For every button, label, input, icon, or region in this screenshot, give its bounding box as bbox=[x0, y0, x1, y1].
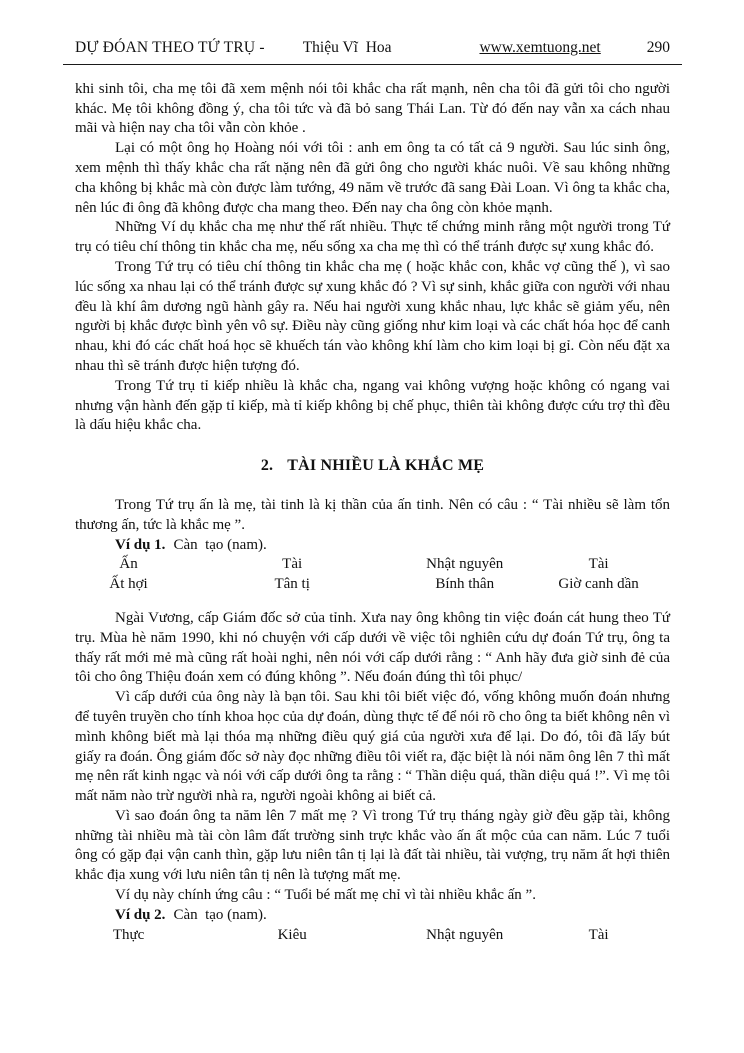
book-title: DỰ ĐÓAN THEO TỨ TRỤ - bbox=[75, 39, 265, 56]
page-number: 290 bbox=[646, 39, 670, 56]
example-2-label: Ví dụ 2. bbox=[115, 906, 166, 923]
pillar-cell: Nhật nguyên bbox=[426, 926, 504, 943]
example-2-label-line bbox=[75, 906, 670, 926]
paragraph: Trong Tứ trụ tỉ kiếp nhiều là khắc cha, ngang vai không vượng hoặc không có ngang vai nhưng vận hành đến gặp tỉ kiếp, mà tỉ kiếp không bị chế phục, thiên tài không được cứu trợ thì đều là dấu hiệu khắc cha. bbox=[75, 377, 670, 434]
pillar-cell: Thực bbox=[112, 926, 145, 943]
paragraph: Ngài Vương, cấp Giám đốc sở của tỉnh. Xưa nay ông không tin việc đoán cát hung theo Tứ trụ. Mùa hè năm 1990, khi nó chuyện với cấp dưới về việc tôi nghiên cứu dự đoán Tứ trụ, ông ta thấy rất mới mẻ mà cũng rất hoài nghi, nên nói với cấp dưới rằng : “ Anh hãy đưa giờ sinh đẻ của tôi cho ông Thiệu đoán xem có đúng không ”. Nếu đoán đúng thì tôi phục/ bbox=[75, 609, 670, 686]
pillar-cell: Tài bbox=[588, 926, 609, 943]
star-row bbox=[75, 555, 670, 575]
star-row bbox=[75, 926, 670, 946]
header-divider bbox=[63, 64, 682, 65]
pillar-cell: Bính thân bbox=[435, 576, 495, 593]
four-pillars-table-2 bbox=[75, 926, 670, 946]
four-pillars-table-1 bbox=[75, 555, 670, 595]
section-title: TÀI NHIỀU LÀ KHẮC MẸ bbox=[287, 457, 485, 475]
pillar-cell: Kiêu bbox=[277, 926, 307, 943]
example-1-intro: Càn tạo (nam). bbox=[173, 536, 267, 553]
paragraph: Ví dụ này chính ứng câu : “ Tuổi bé mất mẹ chỉ vì tài nhiều khắc ấn ”. bbox=[115, 887, 536, 904]
pillar-cell: Tân tị bbox=[274, 576, 310, 593]
paragraph: Vì cấp dưới của ông này là bạn tôi. Sau khi tôi biết việc đó, vống không muốn đoán nhưng để tuyên truyền cho tính khoa học của dự đoán, dùng thực tế để nói rõ cho ông ta biết không nên vì mình không biết mà lại thóa mạ những điều quý giá của người xưa để lại. Do đó, tôi đã lấy bút giấy ra đoán. Ông giám đốc sở này đọc những điều tôi viết ra, đặc biệt là nói năm ông lên 7 thì mất mẹ nên rất kinh ngạc và nói với cấp dưới ông ta rằng : “ Thần diệu quá, thần diệu quá !”. Vì mẹ tôi mất năm nào trừ người nhà ra, người ngoài không ai biết cả. bbox=[75, 689, 670, 805]
pillar-row bbox=[75, 575, 670, 595]
paragraph: Lại có một ông họ Hoàng nói với tôi : anh em ông ta có tất cả 9 người. Sau lúc sinh ông, xem mệnh thì thấy khắc cha rất nặng nên đã gửi ông cho người khác nuôi. Về sau không những cha không bị khắc mà còn được làm tướng, 49 năm về trước đã sang Đài Loan. Vì ông ta khắc cha, nên lúc đi ông đã không được cha mang theo. Đến nay cha ông còn khỏe mạnh. bbox=[75, 140, 670, 216]
website-link[interactable]: www.xemtuong.net bbox=[479, 39, 601, 56]
author-name: Thiệu Vĩ Hoa bbox=[302, 39, 392, 56]
pillar-cell: Tài bbox=[588, 556, 609, 573]
pillar-cell: Ấn bbox=[119, 556, 138, 573]
page-body bbox=[75, 80, 670, 946]
pillar-cell: Nhật nguyên bbox=[426, 556, 504, 573]
paragraph: Vì sao đoán ông ta năm lên 7 mất mẹ ? Vì trong Tứ trụ tháng ngày giờ đều gặp tài, không những tài nhiều mà tài còn lâm đất trường sinh trực khắc vào ấn ất mộc của can năm. Lúc 7 tuổi ông có gặp đại vận canh thìn, gặp lưu niên tân tị lại là đất tài nhiều, tài vượng, trụ năm ất hợi thiên khắc địa xung với lưu niên tân tị nên là tượng mất mẹ. bbox=[75, 807, 670, 884]
example-2-intro: Càn tạo (nam). bbox=[173, 906, 267, 923]
example-1-label-line bbox=[75, 536, 670, 556]
pillar-cell: Ất hợi bbox=[109, 576, 148, 593]
paragraph: Trong Tứ trụ có tiêu chí thông tin khắc cha mẹ ( hoặc khắc con, khắc vợ cũng thế ), vì sao lúc sống xa nhau lại có thể tránh được sự xung khắc đó ? Vì sự sinh, khắc giữa con người với nhau đều là khí âm dương ngũ hành gây ra. Nếu hai người xung khắc nhau, lực khắc sẽ giảm yếu, nên người bị khắc được bình yên vô sự. Điều này cũng giống như kim loại và các chất hóa học để canh nhau, khi đó các chất hoá học sẽ khuếch tán vào không khí làm cho kim loại bị gỉ. Còn nếu đặt xa nhau thì sẽ tránh được hiện tượng đó. bbox=[75, 258, 670, 374]
pillar-cell: Giờ canh dần bbox=[558, 576, 639, 593]
section-heading bbox=[75, 456, 670, 476]
example-1-label: Ví dụ 1. bbox=[115, 536, 166, 553]
page-header bbox=[75, 38, 670, 58]
paragraph: Trong Tứ trụ ấn là mẹ, tài tinh là kị thần của ấn tinh. Nên có câu : “ Tài nhiều sẽ làm tổn thương ấn, tức là khắc mẹ ”. bbox=[75, 496, 670, 533]
pillar-cell: Tài bbox=[282, 556, 303, 573]
paragraph: khi sinh tôi, cha mẹ tôi đã xem mệnh nói tôi khắc cha rất mạnh, nên cha tôi đã gửi tôi cho người khác. Mẹ tôi không đồng ý, cha tôi tức và đã bỏ sang Thái Lan. Từ đó đến nay vẫn xa cách nhau mãi và hiện nay cha tôi vẫn còn khỏe . bbox=[75, 80, 670, 137]
paragraph: Những Ví dụ khắc cha mẹ như thế rất nhiều. Thực tế chứng minh rằng một người trong Tứ trụ có tiêu chí thông tin khắc cha mẹ, nếu sống xa cha mẹ thì có thể tránh được sự xung khắc đó. bbox=[75, 219, 670, 256]
section-number: 2. bbox=[260, 457, 274, 475]
